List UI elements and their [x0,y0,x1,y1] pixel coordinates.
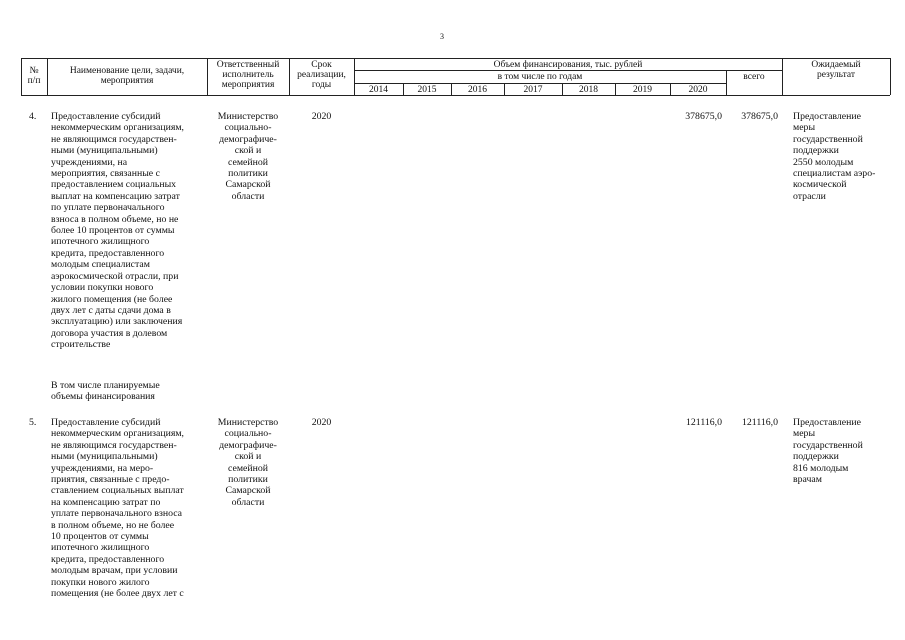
row-name: Предоставление субсидий некоммерческим организациям, не являющимся государствен- ными (муниципальными) учреждениями, на мероприятия, связанные с предоставлением социальных выплат на компенсацию затрат по уплате первоначального взноса в полном объеме, но не более 10 процентов от суммы ипотечного жилищного кредита, предоставленного молодым специалистам аэрокосмической отрасли, при условии покупки нового жилого помещения (не более двух лет с даты сдачи дома в эксплуатацию) или заключения договора участия в долевом строительстве [51,111,184,351]
header-col-line-end [890,58,891,95]
row-total: 121116,0 [741,417,778,428]
row-name: Предоставление субсидий некоммерческим организациям, не являющимся государствен- ными (муниципальными) учреждениями, на меро- приятия, связанные с предо- ставлением социальных выплат на компенсацию затрат по уплате первоначального взноса в полном объеме, но не более 10 процентов от суммы ипотечного жилищного кредита, предоставленного молодым врачам, при условии покупки нового жилого помещения (не более двух лет с [51,417,184,600]
row-number: 5. [29,417,37,428]
header-year-2016: 2016 [468,85,487,95]
row-responsible: Министерство социально- демографиче- ской и семейной политики Самарской области [217,417,279,508]
header-by-years: в том числе по годам [497,72,583,82]
row-term: 2020 [311,111,332,122]
header-year-2017: 2017 [523,85,543,95]
header-total: всего [743,72,765,82]
header-expected: Ожидаемый результат [811,60,861,80]
header-responsible: Ответственный исполнитель мероприятия [216,60,280,90]
header-bottom-border [21,95,890,96]
row-result: Предоставление меры государственной поддержки 2550 молодым специалистам аэро- космической отрасли [793,111,876,202]
header-year-2019: 2019 [633,85,652,95]
header-name: Наименование цели, задачи, мероприятия [69,66,185,86]
row-number: 4. [29,111,37,122]
header-year-2015: 2015 [417,85,437,95]
header-funding-divider [354,70,782,71]
header-year-2018: 2018 [579,85,598,95]
row-year-2020: 121116,0 [685,417,722,428]
row-total: 378675,0 [741,111,778,122]
header-num: № п/п [27,66,41,86]
row-note: В том числе планируемые объемы финансирования [51,380,160,403]
row-term: 2020 [311,417,332,428]
header-funding: Объем финансирования, тыс. рублей [493,60,643,70]
row-responsible: Министерство социально- демографиче- ской и семейной политики Самарской области [217,111,279,202]
header-year-2020: 2020 [688,85,708,95]
header-top-border [21,58,890,59]
page-number: 3 [440,32,444,41]
row-year-2020: 378675,0 [685,111,722,122]
header-term: Срок реализации, годы [297,60,346,90]
header-year-2014: 2014 [369,85,388,95]
row-result: Предоставление меры государственной поддержки 816 молодым врачам [793,417,863,486]
